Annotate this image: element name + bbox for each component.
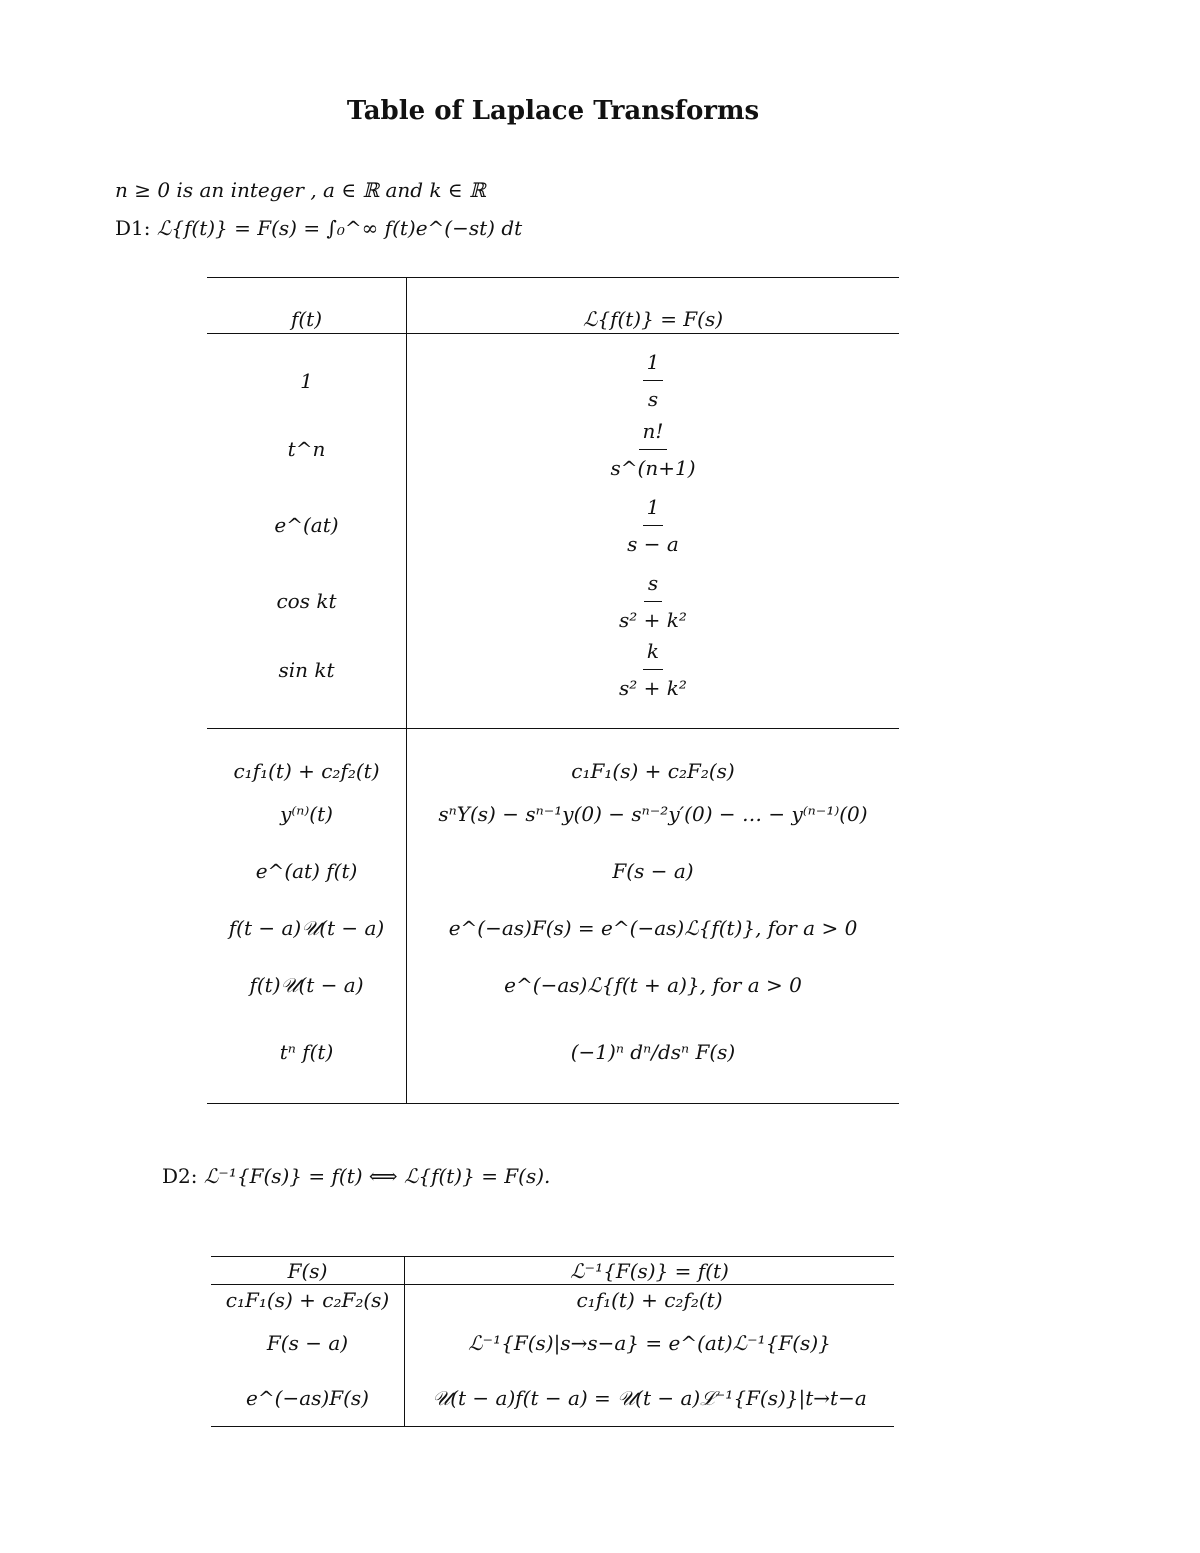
page-title: Table of Laplace Transforms xyxy=(346,96,760,126)
table-row xyxy=(207,786,899,843)
table-row xyxy=(207,639,899,729)
header-Fs: ℒ{f(t)} = F(s) xyxy=(407,278,900,334)
cell-f: t^n xyxy=(207,411,407,487)
cell-f: e^(at) f(t) xyxy=(207,843,407,900)
numerator: s xyxy=(644,571,662,602)
definition-d1 xyxy=(115,216,522,240)
cell-f: f(t)𝒰(t − a) xyxy=(207,957,407,1014)
cell-f: e^(at) xyxy=(207,487,407,563)
cell-F: (−1)ⁿ dⁿ/dsⁿ F(s) xyxy=(407,1014,900,1104)
cell-f: sin kt xyxy=(207,639,407,729)
inverse-laplace-table xyxy=(211,1256,894,1427)
d2-formula: ℒ⁻¹{F(s)} = f(t) ⟺ ℒ{f(t)} = F(s). xyxy=(203,1164,551,1188)
table-row xyxy=(207,843,899,900)
cell-f: c₁f₁(t) + c₂f₂(t) xyxy=(207,729,407,786)
table-row xyxy=(211,1285,894,1315)
cell-F: e^(−as)ℒ{f(t + a)}, for a > 0 xyxy=(504,973,802,997)
cell-f: ℒ⁻¹{F(s)|s→s−a} = e^(at)ℒ⁻¹{F(s)} xyxy=(468,1330,831,1355)
cell-f: tⁿ f(t) xyxy=(207,1014,407,1104)
table-row xyxy=(207,334,899,412)
table-header-row xyxy=(211,1257,894,1285)
denominator: s² + k² xyxy=(619,607,687,632)
basic-transforms xyxy=(207,334,899,729)
cell-F: c₁F₁(s) + c₂F₂(s) xyxy=(407,729,900,786)
cell-F: F(s − a) xyxy=(612,859,694,883)
cell-F: c₁F₁(s) + c₂F₂(s) xyxy=(211,1285,405,1315)
numerator: k xyxy=(643,639,663,670)
table-row xyxy=(211,1315,894,1371)
table-row xyxy=(207,563,899,639)
property-transforms xyxy=(207,729,899,1104)
cell-f: f(t − a)𝒰(t − a) xyxy=(207,900,407,957)
table-row xyxy=(211,1371,894,1427)
header-ft: ℒ⁻¹{F(s)} = f(t) xyxy=(405,1257,895,1285)
fraction xyxy=(607,419,700,480)
cell-F: e^(−as)F(s) = e^(−as)ℒ{f(t)}, for a > 0 xyxy=(448,916,858,940)
cell-f: cos kt xyxy=(207,563,407,639)
cell-f: c₁f₁(t) + c₂f₂(t) xyxy=(576,1287,723,1312)
table-row xyxy=(207,411,899,487)
definition-d2 xyxy=(162,1164,550,1188)
numerator: n! xyxy=(639,419,668,450)
denominator: s² + k² xyxy=(619,676,687,700)
numerator: 1 xyxy=(643,495,664,526)
cell-F: F(s − a) xyxy=(211,1315,405,1371)
cell-F: sⁿY(s) − sⁿ⁻¹y(0) − sⁿ⁻²y′(0) − … − y⁽ⁿ⁻¹⁾(0) xyxy=(438,802,868,826)
cell-f: y⁽ⁿ⁾(t) xyxy=(207,786,407,843)
header-Fs: F(s) xyxy=(211,1257,405,1285)
table-header-row xyxy=(207,278,899,334)
denominator: s^(n+1) xyxy=(610,455,696,480)
table-row xyxy=(207,1014,899,1104)
d1-label: D1: xyxy=(115,216,151,240)
fraction xyxy=(615,571,691,632)
table-row xyxy=(207,487,899,563)
d2-label: D2: xyxy=(162,1164,198,1188)
conditions-line: n ≥ 0 is an integer , a ∈ ℝ and k ∈ ℝ xyxy=(115,178,486,202)
denominator: s − a xyxy=(627,531,679,556)
laplace-transform-table xyxy=(207,277,899,1104)
cell-f: 1 xyxy=(207,334,407,412)
table-row xyxy=(207,900,899,957)
d1-formula: ℒ{f(t)} = F(s) = ∫₀^∞ f(t)e^(−st) dt xyxy=(156,216,523,240)
header-ft: f(t) xyxy=(207,278,407,334)
cell-f: 𝒰(t − a)f(t − a) = 𝒰(t − a)ℒ⁻¹{F(s)}|t→t−a xyxy=(405,1371,895,1427)
fraction xyxy=(623,495,683,556)
table-row xyxy=(207,957,899,1014)
fraction xyxy=(615,639,691,700)
denominator: s xyxy=(647,387,659,411)
fraction xyxy=(643,350,664,411)
cell-F: e^(−as)F(s) xyxy=(211,1371,405,1427)
table-row xyxy=(207,729,899,786)
numerator: 1 xyxy=(643,350,664,381)
